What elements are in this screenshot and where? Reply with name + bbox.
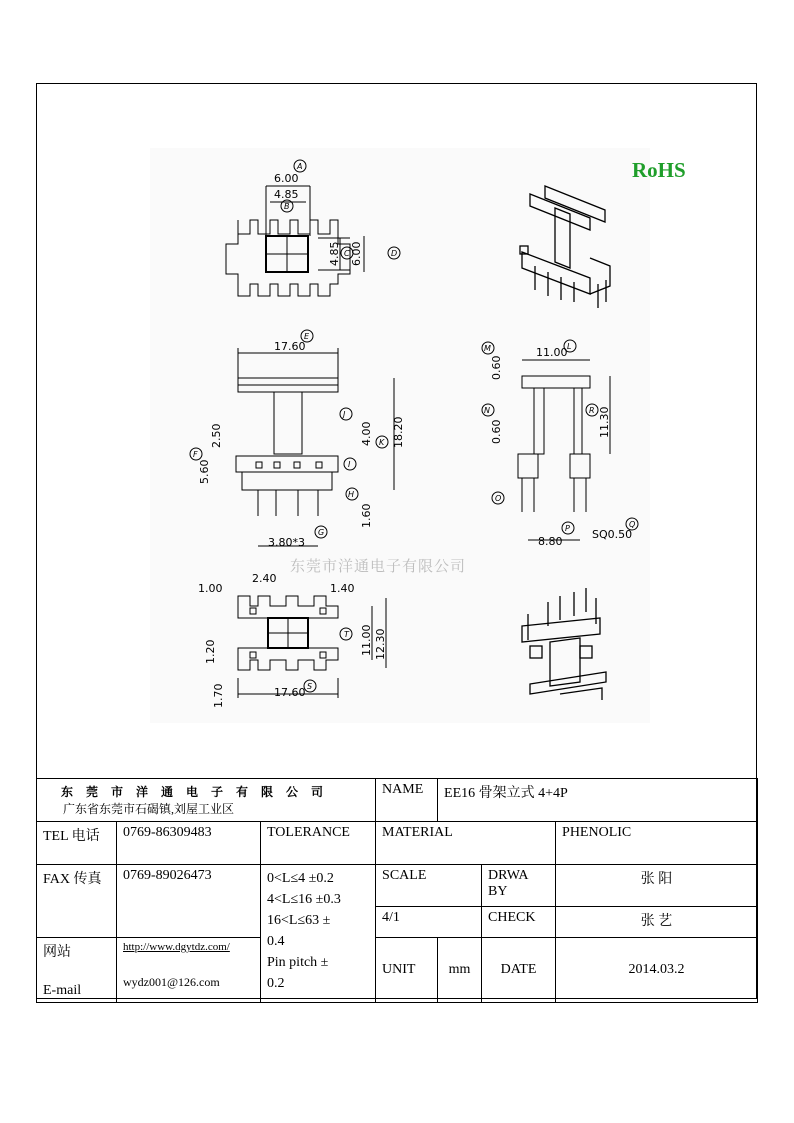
dim-4: 1.20 bbox=[204, 639, 217, 664]
dim-f1: 2.50 bbox=[210, 423, 223, 448]
circle-label-c: C bbox=[344, 249, 350, 258]
material-label: MATERIAL bbox=[376, 822, 556, 865]
email-value: wydz001@126.com bbox=[123, 975, 220, 989]
circle-label-t: T bbox=[344, 630, 349, 639]
circle-label-p: P bbox=[565, 524, 570, 533]
tolerance-line: 0.4 bbox=[267, 934, 285, 949]
dim-g: 3.80*3 bbox=[268, 536, 305, 549]
dim-j: 4.00 bbox=[360, 421, 373, 446]
drawn-by-label bbox=[482, 865, 556, 907]
circle-label-q: Q bbox=[629, 520, 636, 529]
check-label: CHECK bbox=[482, 907, 556, 938]
website-link[interactable]: http://www.dgytdz.com/ bbox=[123, 941, 230, 953]
front-view bbox=[190, 330, 405, 549]
tel-label: TEL 电话 bbox=[37, 822, 117, 865]
circle-label-i: I bbox=[348, 460, 351, 469]
scale-value: 4/1 bbox=[376, 907, 482, 938]
dim-n: 0.60 bbox=[490, 419, 503, 444]
circle-label-a: A bbox=[297, 162, 303, 171]
title-block bbox=[36, 778, 758, 1003]
fax-label: FAX 传真 bbox=[37, 865, 117, 938]
material-value: PHENOLIC bbox=[556, 822, 758, 865]
dim-k: 18.20 bbox=[392, 416, 405, 448]
bottom-view bbox=[198, 572, 387, 708]
dim-a: 6.00 bbox=[274, 172, 299, 185]
tolerance-line: Pin pitch ± bbox=[267, 955, 329, 970]
dim-m: 0.60 bbox=[490, 355, 503, 380]
date-label: DATE bbox=[482, 938, 556, 1003]
company-name: 东 莞 市 洋 通 电 子 有 限 公 司 bbox=[61, 785, 329, 799]
watermark: 东莞市洋通电子有限公司 bbox=[290, 557, 467, 575]
drawn-by-label-2: BY bbox=[488, 884, 508, 899]
rohs-mark: RoHS bbox=[632, 158, 686, 182]
circle-label-l: L bbox=[567, 342, 572, 351]
isometric-view-bottom bbox=[522, 588, 606, 700]
web-label: 网站 bbox=[43, 945, 71, 960]
circle-label-k: K bbox=[379, 438, 385, 447]
name-label: NAME bbox=[376, 779, 438, 822]
dim-6: 11.00 bbox=[360, 624, 373, 656]
email-label: E-mail bbox=[43, 983, 82, 998]
tolerance-line: 0.2 bbox=[267, 976, 285, 991]
unit-label: UNIT bbox=[376, 938, 438, 1003]
tolerance-line: 0<L≤4 ±0.2 bbox=[267, 871, 334, 886]
dim-5: 1.70 bbox=[212, 683, 225, 708]
dim-8: 17.60 bbox=[274, 686, 306, 699]
circle-label-d: D bbox=[391, 249, 398, 258]
dim-c: 4.85 bbox=[328, 241, 341, 266]
dim-l: 11.00 bbox=[536, 346, 568, 359]
dim-7: 12.30 bbox=[374, 628, 387, 660]
dim-2: 2.40 bbox=[252, 572, 277, 585]
circle-label-j: J bbox=[343, 410, 346, 419]
tolerance-values bbox=[261, 865, 376, 1003]
dim-e: 17.60 bbox=[274, 340, 306, 353]
unit-value: mm bbox=[438, 938, 482, 1003]
dim-b: 4.85 bbox=[274, 188, 299, 201]
name-value: EE16 骨架立式 4+4P bbox=[438, 779, 758, 822]
dim-1: 1.00 bbox=[198, 582, 223, 595]
circle-label-b: B bbox=[284, 202, 290, 211]
fax-value: 0769-89026473 bbox=[117, 865, 261, 938]
dim-h: 1.60 bbox=[360, 503, 373, 528]
dim-p: 8.80 bbox=[538, 535, 563, 548]
dim-3: 1.40 bbox=[330, 582, 355, 595]
dim-q: SQ0.50 bbox=[592, 528, 633, 541]
drawn-by-value: 张 阳 bbox=[556, 865, 758, 907]
circle-label-o: O bbox=[495, 494, 502, 503]
date-value: 2014.03.2 bbox=[556, 938, 758, 1003]
circle-label-e: E bbox=[304, 332, 310, 341]
circle-label-f: F bbox=[193, 450, 198, 459]
side-view bbox=[482, 340, 638, 548]
isometric-view-top bbox=[520, 186, 610, 308]
tolerance-line: 16<L≤63 ± bbox=[267, 913, 331, 928]
company-address: 广东省东莞市石碣镇,刘屋工业区 bbox=[63, 802, 235, 816]
dim-r: 11.30 bbox=[598, 406, 611, 438]
dim-f2: 5.60 bbox=[198, 459, 211, 484]
circle-label-m: M bbox=[484, 344, 491, 353]
scale-label: SCALE bbox=[376, 865, 482, 907]
top-view bbox=[226, 160, 400, 296]
tolerance-label: TOLERANCE bbox=[261, 822, 376, 865]
circle-label-g: G bbox=[318, 528, 325, 537]
tel-value: 0769-86309483 bbox=[117, 822, 261, 865]
check-value: 张 艺 bbox=[556, 907, 758, 938]
technical-drawing bbox=[150, 148, 650, 723]
tolerance-line: 4<L≤16 ±0.3 bbox=[267, 892, 341, 907]
circle-label-s: S bbox=[307, 682, 313, 691]
dim-d: 6.00 bbox=[350, 241, 363, 266]
contact-labels bbox=[37, 938, 117, 1003]
company-cell bbox=[37, 779, 376, 822]
circle-label-h: H bbox=[348, 490, 355, 499]
drawn-by-label-1: DRWA bbox=[488, 868, 529, 883]
circle-label-r: R bbox=[589, 406, 595, 415]
circle-label-n: N bbox=[484, 406, 490, 415]
contact-values bbox=[117, 938, 261, 1003]
